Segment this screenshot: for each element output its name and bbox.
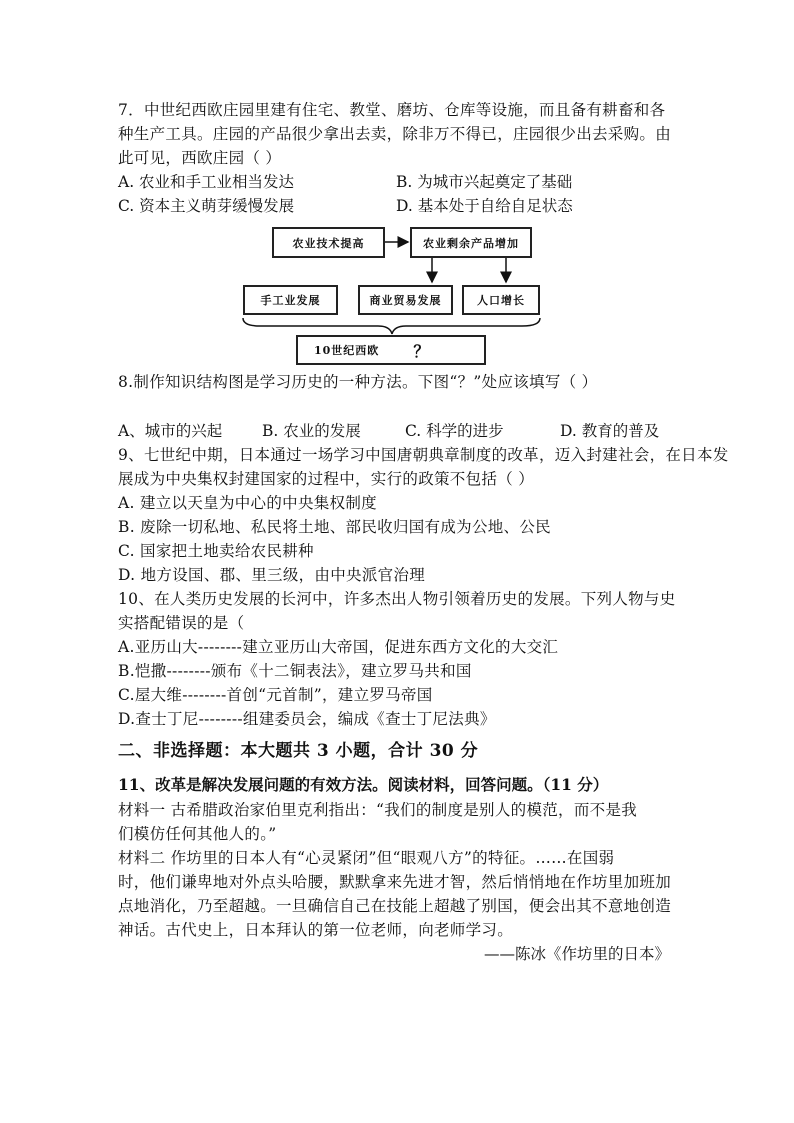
q7-option-c: C. 资本主义萌芽缓慢发展 [118,197,295,215]
q11-material2-line1: 材料二 作坊里的日本人有“心灵紧闭”但“眼观八方”的特征。……在国弱 [118,849,615,867]
q10-option-a: A.亚历山大--------建立亚历山大帝国，促进东西方文化的大交汇 [118,638,559,656]
q7-stem-line1: 7．中世纪西欧庄园里建有住宅、教堂、磨坊、仓库等设施，而且备有耕畜和各 [118,101,666,119]
q10-option-d: D.查士丁尼--------组建委员会，编成《查士丁尼法典》 [118,710,496,728]
q10-stem-line1: 10、在人类历史发展的长河中，许多杰出人物引领着历史的发展。下列人物与史 [118,590,676,608]
box-agricultural-surplus: 农业剩余产品增加 [410,227,532,258]
q9-stem-line2: 展成为中央集权封建国家的过程中，实行的政策不包括（ ） [118,470,535,488]
q9-stem-line1: 9、七世纪中期，日本通过一场学习中国唐朝典章制度的改革，迈入封建社会，在日本发 [118,446,729,464]
box-bottom-label: 10世纪西欧 [314,344,380,357]
box-handicraft: 手工业发展 [243,285,338,315]
q11-material2-line3: 点地消化，乃至超越。一旦确信自己在技能上超越了别国，便会出其不意地创造 [118,897,672,915]
box-tenth-century-europe [296,335,486,365]
q7-option-b: B. 为城市兴起奠定了基础 [396,173,573,191]
q11-stem: 11、改革是解决发展问题的有效方法。阅读材料，回答问题。（11 分） [118,775,609,794]
q10-option-b: B.恺撒--------颁布《十二铜表法》，建立罗马共和国 [118,662,472,680]
q11-source-citation: ——陈冰《作坊里的日本》 [483,945,670,963]
q8-option-b: B. 农业的发展 [262,422,361,440]
q8-stem: 8.制作知识结构图是学习历史的一种方法。下图“？”处应该填写（ ） [118,373,598,391]
q8-option-c: C. 科学的进步 [405,422,504,440]
q8-option-d: D. 教育的普及 [560,422,660,440]
q7-stem-line3: 此可见，西欧庄园（ ） [118,149,282,167]
q7-stem-line2: 种生产工具。庄园的产品很少拿出去卖，除非万不得已，庄园很少出去采购。由 [118,125,672,143]
q8-option-a: A、城市的兴起 [118,422,223,440]
q9-option-d: D. 地方设国、郡、里三级，由中央派官治理 [118,566,426,584]
box-population-growth: 人口增长 [462,285,540,315]
q10-stem-line2: 实搭配错误的是（ [118,614,245,632]
box-commerce-trade: 商业贸易发展 [358,285,453,315]
q7-option-a: A. 农业和手工业相当发达 [118,173,295,191]
box-agricultural-technology: 农业技术提高 [272,227,385,258]
q9-option-a: A. 建立以天皇为中心的中央集权制度 [118,494,377,512]
q9-option-b: B. 废除一切私地、私民将土地、部民收归国有成为公地、公民 [118,518,551,536]
q11-material2-line2: 时，他们谦卑地对外点头哈腰，默默拿来先进才智，然后悄悄地在作坊里加班加 [118,873,672,891]
q10-option-c: C.屋大维--------首创“元首制”，建立罗马帝国 [118,686,433,704]
q11-material2-line4: 神话。古代史上，日本拜认的第一位老师，向老师学习。 [118,921,514,939]
q11-material1-line1: 材料一 古希腊政治家伯里克利指出：“我们的制度是别人的模范，而不是我 [118,801,638,819]
section-two-title: 二、非选择题：本大题共 3 小题，合计 30 分 [118,741,479,761]
grouping-brace [243,318,540,334]
box-bottom-question-mark: ？ [413,341,431,361]
q11-material1-line2: 们模仿任何其他人的。” [118,825,277,843]
q7-option-d: D. 基本处于自给自足状态 [396,197,573,215]
q9-option-c: C. 国家把土地卖给农民耕种 [118,542,314,560]
